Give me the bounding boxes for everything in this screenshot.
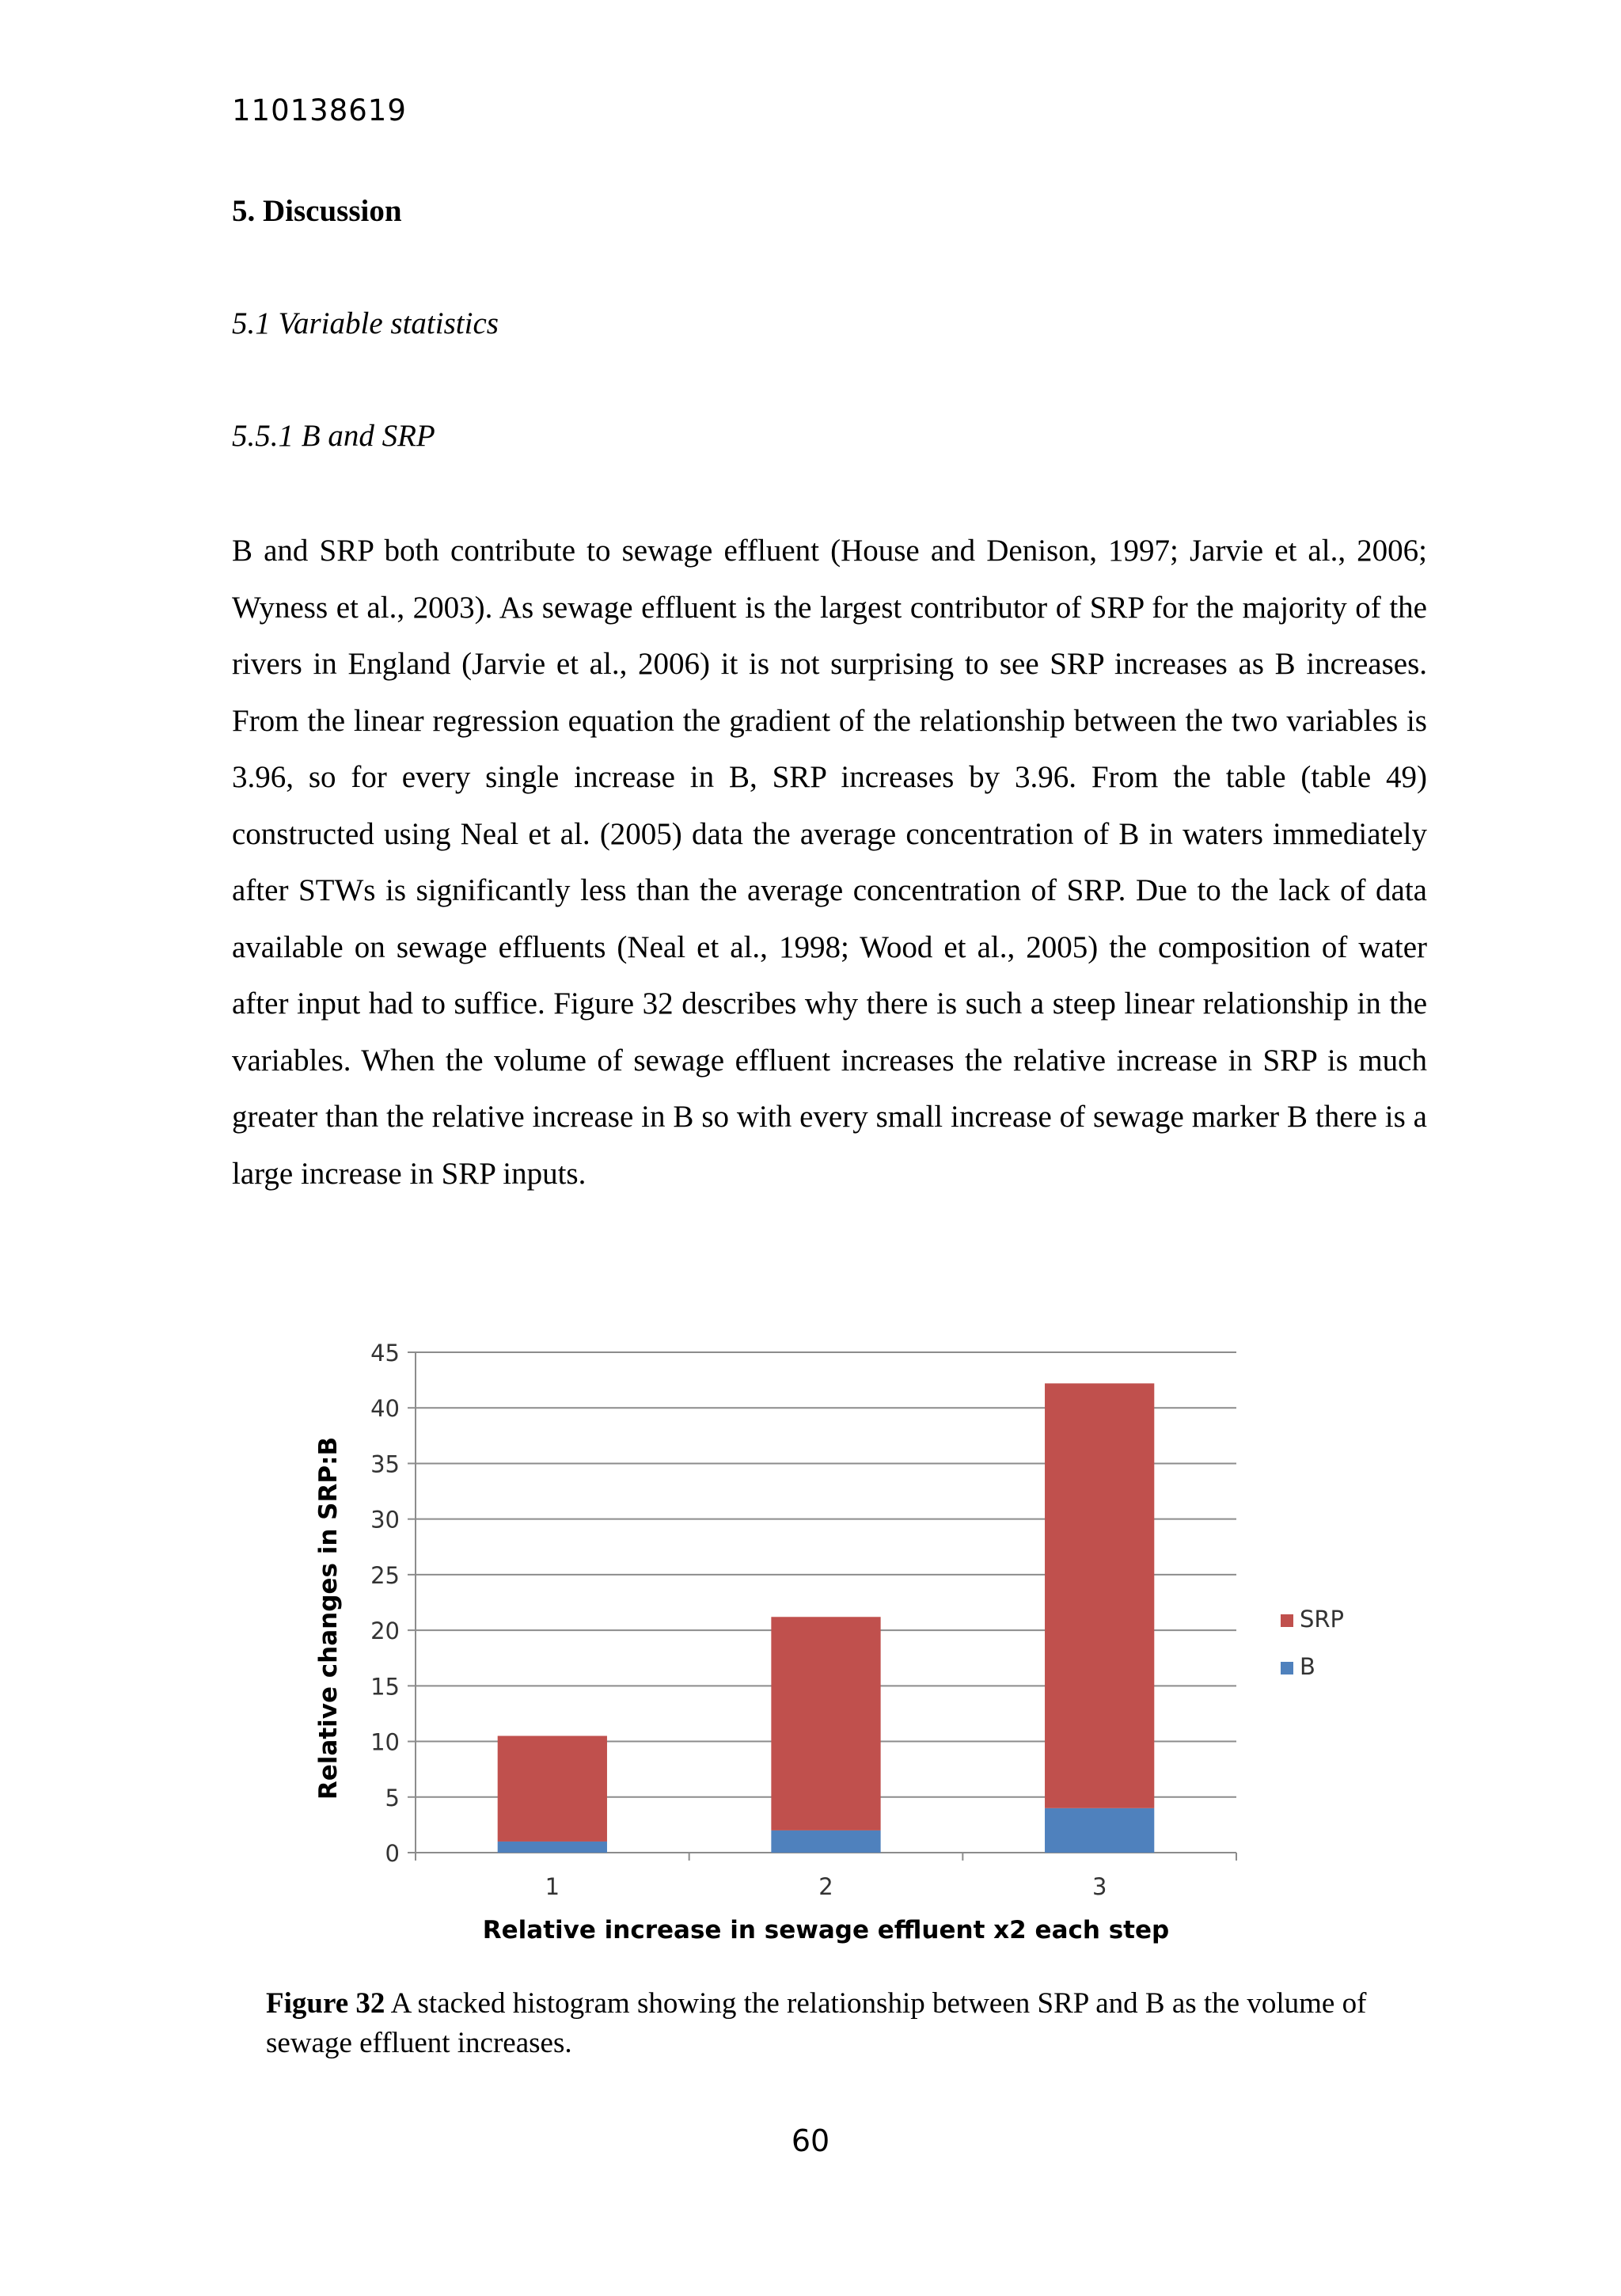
- figure-label: Figure 32: [266, 1987, 385, 2020]
- figure-caption: [266, 1984, 1406, 2063]
- figure-caption-text: A stacked histogram showing the relationship between SRP and B as the volume of sewage effluent increases.: [266, 1987, 1367, 2059]
- y-tick-label: 30: [370, 1506, 400, 1534]
- subsubsection-heading: 5.5.1 B and SRP: [232, 419, 435, 453]
- x-axis-title: Relative increase in sewage effluent x2 each step: [482, 1916, 1170, 1944]
- y-tick-label: 45: [370, 1340, 400, 1367]
- legend-swatch-srp: [1281, 1614, 1293, 1627]
- bar-srp: [1045, 1383, 1154, 1808]
- y-axis-title: Relative changes in SRP:B: [314, 1436, 343, 1800]
- section-heading: 5. Discussion: [232, 194, 402, 228]
- y-tick-label: 15: [370, 1673, 400, 1701]
- y-tick-label: 0: [385, 1840, 400, 1867]
- bar-b: [498, 1842, 607, 1853]
- subsection-heading: 5.1 Variable statistics: [232, 306, 499, 340]
- body-paragraph: B and SRP both contribute to sewage effluent (House and Denison, 1997; Jarvie et al., 2006; Wyness et al., 2003). As sewage effluent is the largest contributor of SRP for the majority of the rivers in England (Jarvie et al., 2006) it is not surprising to see SRP increases as B increases. From the linear regression equation the gradient of the relationship between the two variables is 3.96, so for every single increase in B, SRP increases by 3.96. From the table (table 49) constructed using Neal et al. (2005) data the average concentration of B in waters immediately after STWs is significantly less than the average concentration of SRP. Due to the lack of data available on sewage effluents (Neal et al., 1998; Wood et al., 2005) the composition of water after input had to suffice. Figure 32 describes why there is such a steep linear relationship in the variables. When the volume of sewage effluent increases the relative increase in SRP is much greater than the relative increase in B so with every small increase of sewage marker B there is a large increase in SRP inputs.: [232, 534, 1427, 1191]
- x-tick-label: 2: [818, 1873, 833, 1900]
- stacked-bar-chart: [301, 1318, 1393, 1967]
- y-tick-label: 40: [370, 1395, 400, 1423]
- y-tick-label: 10: [370, 1728, 400, 1756]
- x-tick-label: 3: [1091, 1873, 1107, 1900]
- bar-srp: [498, 1736, 607, 1842]
- chart-svg: [301, 1318, 1393, 1967]
- y-tick-label: 35: [370, 1450, 400, 1478]
- x-tick-label: 1: [545, 1873, 560, 1900]
- legend-label-srp: SRP: [1300, 1606, 1345, 1633]
- y-tick-label: 5: [385, 1784, 400, 1811]
- y-tick-label: 25: [370, 1561, 400, 1589]
- bar-b: [1045, 1808, 1154, 1853]
- document-id: 110138619: [232, 93, 407, 127]
- bar-srp: [771, 1617, 880, 1830]
- page-number: 60: [791, 2123, 830, 2158]
- legend-label-b: B: [1300, 1653, 1315, 1680]
- legend-swatch-b: [1281, 1662, 1293, 1674]
- y-tick-label: 20: [370, 1617, 400, 1645]
- bar-b: [771, 1830, 880, 1853]
